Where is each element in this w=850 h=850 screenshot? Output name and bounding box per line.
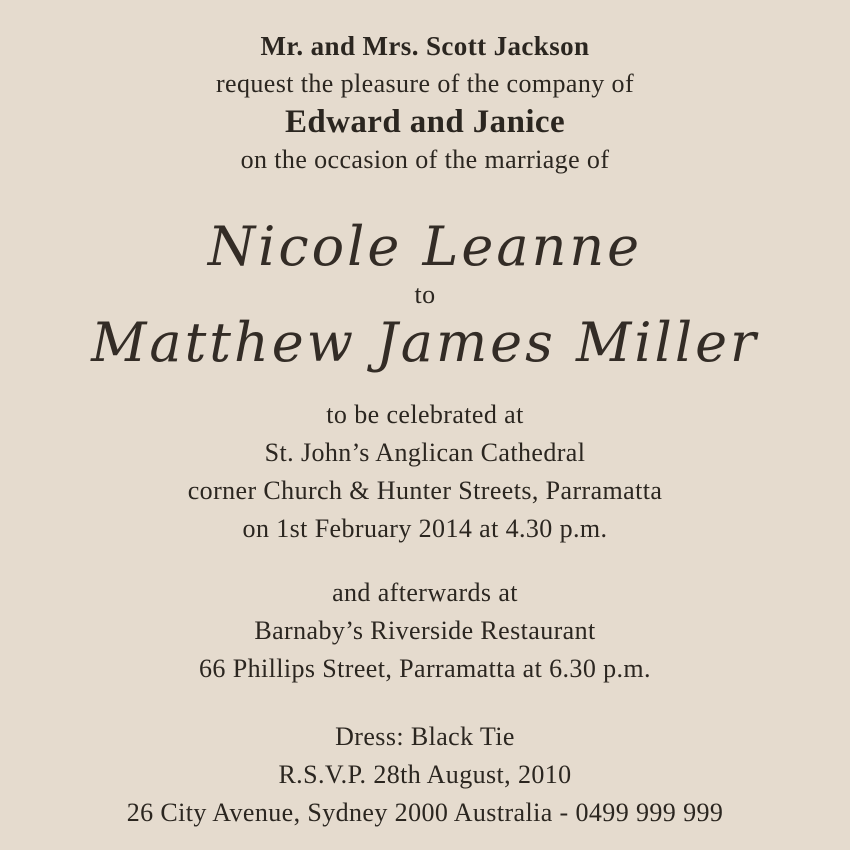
couple-names-block xyxy=(0,214,850,376)
ceremony-address: corner Church & Hunter Streets, Parramatta xyxy=(187,476,663,505)
occasion-line: on the occasion of the marriage of xyxy=(240,145,610,174)
reception-intro: and afterwards at xyxy=(332,578,518,607)
ceremony-venue: St. John’s Anglican Cathedral xyxy=(264,438,586,467)
host-line: Mr. and Mrs. Scott Jackson xyxy=(260,31,590,61)
ceremony-block xyxy=(0,396,850,548)
dress-code-line: Dress: Black Tie xyxy=(335,722,515,751)
groom-name: Matthew James Miller xyxy=(91,311,759,374)
ceremony-datetime: on 1st February 2014 at 4.30 p.m. xyxy=(242,514,608,543)
ceremony-intro: to be celebrated at xyxy=(326,400,524,429)
host-block xyxy=(0,27,850,179)
reception-block xyxy=(0,574,850,688)
bride-name: Nicole Leanne xyxy=(207,215,643,278)
contact-line: 26 City Avenue, Sydney 2000 Australia - 0499 999 999 xyxy=(126,798,724,827)
footer-block xyxy=(0,718,850,832)
reception-address-time: 66 Phillips Street, Parramatta at 6.30 p.m. xyxy=(199,654,651,683)
rsvp-line: R.S.V.P. 28th August, 2010 xyxy=(278,760,572,789)
reception-venue: Barnaby’s Riverside Restaurant xyxy=(254,616,596,645)
guest-line: Edward and Janice xyxy=(284,104,566,140)
request-line: request the pleasure of the company of xyxy=(215,69,635,98)
joiner-to: to xyxy=(414,280,436,309)
